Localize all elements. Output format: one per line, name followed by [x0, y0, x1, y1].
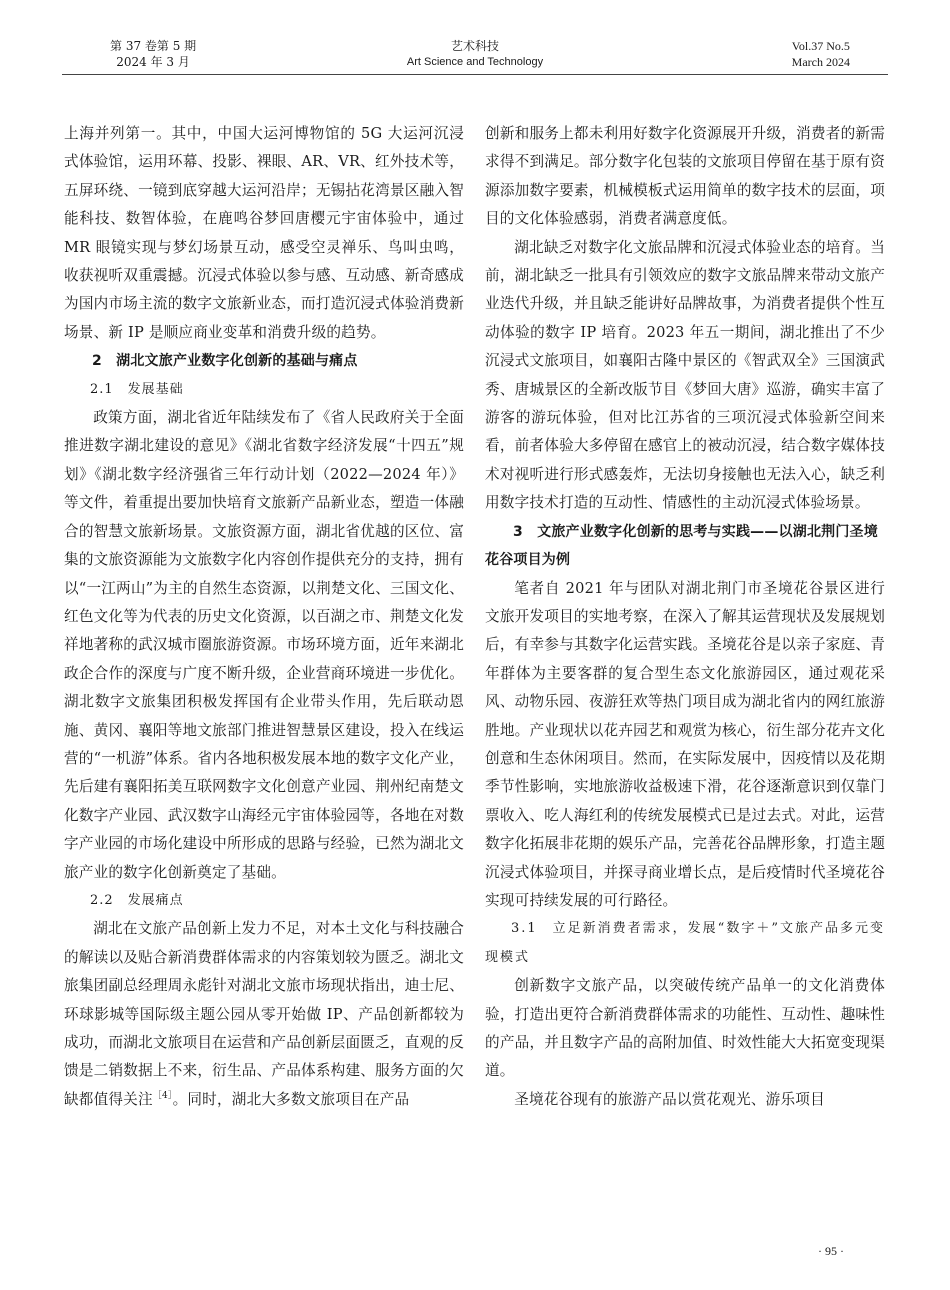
journal-title: 艺术科技	[450, 39, 499, 53]
header-volume-block	[110, 38, 196, 70]
paragraph-tail: 。同时，湖北大多数文旅项目在产品	[172, 1090, 410, 1108]
header-rule	[62, 74, 888, 75]
journal-volume-en: Vol.37 No.5	[791, 39, 850, 53]
section-heading: 3 文旅产业数字化创新的思考与实践——以湖北荆门圣境花谷项目为例	[485, 523, 878, 569]
subsection-heading: 2.2 发展痛点	[90, 892, 184, 908]
journal-date-en: March 2024	[791, 55, 850, 69]
journal-volume: 第 37 卷第 5 期	[110, 39, 197, 53]
paragraph-text: 湖北在文旅产品创新上发力不足，对本土文化与科技融合的解读以及贴合新消费群体需求的内容策划较为匮乏。湖北文旅集团副总经理周永彪针对湖北文旅市场现状指出，迪士尼、环球影城等国际级主题公园从零开始做 IP、产品创新都较为成功，而湖北文旅项目在运营和产品创新层面匮乏，直观的反馈是二销数据上不来，衍生品、产品体系构建、服务方面的欠缺都值得关注	[64, 920, 464, 1108]
subsection-heading: 2.1 发展基础	[90, 381, 184, 397]
page-header	[0, 38, 950, 78]
page-number: · 95 ·	[818, 1244, 844, 1258]
paragraph: 创新数字文旅产品，以突破传统产品单一的文化消费体验，打造出更符合新消费群体需求的功能性、互动性、趣味性的产品，并且数字产品的高附加值、时效性能大大拓宽变现渠道。	[485, 977, 885, 1080]
citation: ［4］	[152, 1090, 173, 1101]
right-column	[485, 120, 885, 1230]
journal-date: 2024 年 3 月	[116, 55, 190, 69]
paragraph: 湖北缺乏对数字化文旅品牌和沉浸式体验业态的培育。当前，湖北缺乏一批具有引领效应的数字文旅品牌来带动文旅产业迭代升级，并且缺乏能讲好品牌故事，为消费者提供个性互动体验的数字 IP 培育。2023 年五一期间，湖北推出了不少沉浸式文旅项目，如襄阳古隆中景区的《智武双全》三国演武秀、唐城景区的全新改版节目《梦回大唐》巡游，确实丰富了游客的游玩体验，但对比江苏省的三项沉浸式体验新空间来看，前者体验大多停留在感官上的被动沉浸，结合数字媒体技术对视听进行形式感轰炸，无法切身接触也无法入心，缺乏利用数字技术打造的互动性、情感性的主动沉浸式体验场景。	[485, 238, 885, 512]
section-heading: 2 湖北文旅产业数字化创新的基础与痛点	[92, 353, 358, 370]
journal-title-en: Art Science and Technology	[406, 56, 544, 68]
paragraph: 政策方面，湖北省近年陆续发布了《省人民政府关于全面推进数字湖北建设的意见》《湖北省数字经济发展“十四五”规划》《湖北数字经济强省三年行动计划（2022—2024 年）》等文件，着重提出要加快培育文旅新产品新业态，塑造一体融合的智慧文旅新场景。文旅资源方面，湖北省优越的区位、富集的文旅资源能为文旅数字化内容创作提供充分的支持，拥有以“一江两山”为主的自然生态资源，以荆楚文化、三国文化、红色文化等为代表的历史文化资源，以百湖之市、荆楚文化发祥地著称的武汉城市圈旅游资源。市场环境方面，近年来湖北政企合作的深度与广度不断升级，企业营商环境进一步优化。湖北数字文旅集团积极发挥国有企业带头作用，先后联动恩施、黄冈、襄阳等地文旅部门推进智慧景区建设，投入在线运营的“一机游”体系。省内各地积极发展本地的数字文化产业，先后建有襄阳拓美互联网数字文化创意产业园、荆州纪南楚文化数字产业园、武汉数字山海经元宇宙体验园等，各地在对数字产业园的市场化建设中所形成的思路与经验，已然为湖北文旅产业的数字化创新奠定了基础。	[64, 409, 464, 881]
header-title-block	[375, 38, 575, 70]
subsection-heading: 3.1 立足新消费者需求，发展“数字＋”文旅产品多元变现模式	[485, 921, 885, 965]
paragraph: 创新和服务上都未利用好数字化资源展开升级，消费者的新需求得不到满足。部分数字化包装的文旅项目停留在基于原有资源添加数字要素，机械模板式运用简单的数字技术的层面，项目的文化体验感弱，消费者满意度低。	[485, 125, 885, 228]
paragraph: 笔者自 2021 年与团队对湖北荆门市圣境花谷景区进行文旅开发项目的实地考察，在深入了解其运营现状及发展规划后，有幸参与其数字化运营实践。圣境花谷是以亲子家庭、青年群体为主要客群的复合型生态文化旅游园区，通过观花采风、动物乐园、夜游狂欢等热门项目成为湖北省内的网红旅游胜地。产业现状以花卉园艺和观赏为核心，衍生部分花卉文化创意和生态休闲项目。然而，在实际发展中，因疫情以及花期季节性影响，实地旅游收益极速下滑，花谷逐渐意识到仅靠门票收入、吃人海红利的传统发展模式已是过去式。对此，运营数字化拓展非花期的娱乐产品，完善花谷品牌形象，打造主题沉浸式体验项目，并探寻商业增长点，是后疫情时代圣境花谷实现可持续发展的可行路径。	[485, 579, 885, 909]
header-volume-en-block	[792, 38, 850, 70]
paragraph: 上海并列第一。其中，中国大运河博物馆的 5G 大运河沉浸式体验馆，运用环幕、投影、裸眼、AR、VR、红外技术等，五屏环绕、一镜到底穿越大运河沿岸；无锡拈花湾景区融入智能科技、数智体验，在鹿鸣谷梦回唐樱元宇宙体验中，通过 MR 眼镜实现与梦幻场景互动，感受空灵禅乐、鸟叫虫鸣，收获视听双重震撼。沉浸式体验以参与感、互动感、新奇感成为国内市场主流的数字文旅新业态，而打造沉浸式体验消费新场景、新 IP 是顺应商业变革和消费升级的趋势。	[64, 125, 464, 341]
paragraph: 圣境花谷现有的旅游产品以赏花观光、游乐项目	[514, 1090, 825, 1108]
left-column	[64, 120, 464, 1230]
paragraph-with-citation	[64, 915, 464, 1114]
